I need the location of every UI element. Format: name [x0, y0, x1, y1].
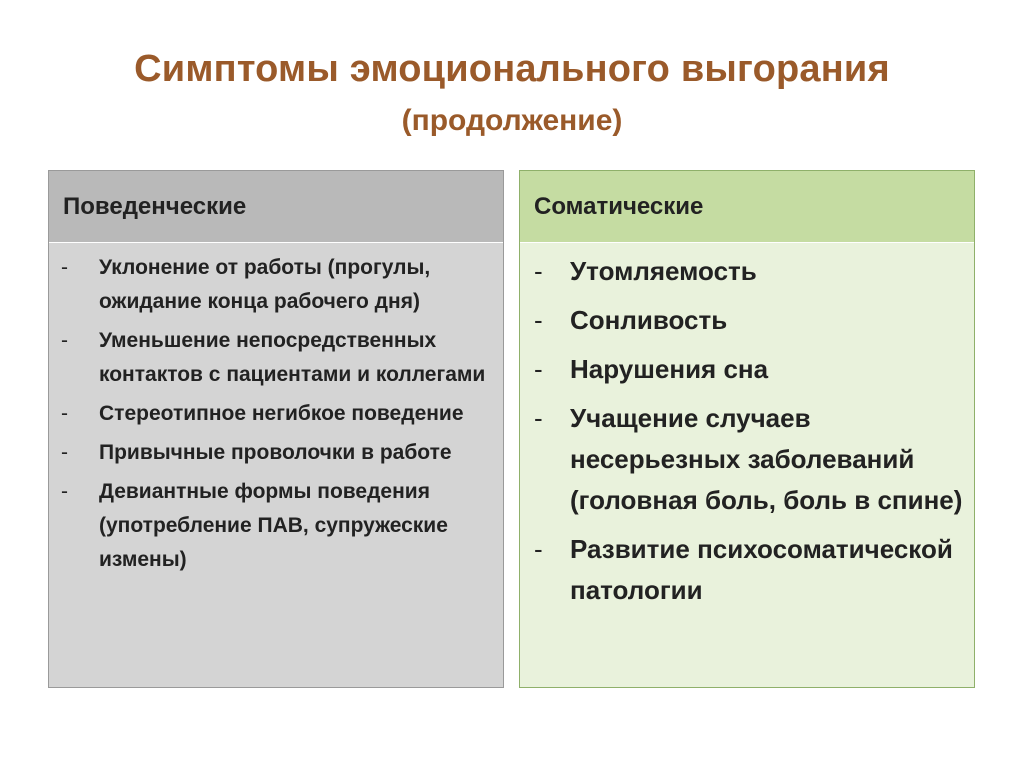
bullet-dash: -: [534, 256, 543, 286]
behavioral-column: [48, 170, 504, 688]
list-item-text: Развитие психосоматической патологии: [570, 534, 953, 605]
slide-title: Симптомы эмоционального выгорания: [134, 48, 890, 90]
list-item-text: Уменьшение непосредственных контактов с пациентами и коллегами: [99, 329, 486, 386]
list-item: [49, 475, 503, 577]
bullet-dash: -: [61, 480, 68, 503]
behavioral-header: Поведенческие: [49, 171, 503, 243]
bullet-dash: -: [534, 403, 543, 433]
list-item: [49, 397, 503, 431]
list-item-text: Сонливость: [570, 305, 728, 335]
bullet-dash: -: [61, 329, 68, 352]
bullet-dash: -: [61, 441, 68, 464]
somatic-header: Соматические: [520, 171, 974, 243]
list-item-text: Учащение случаев несерьезных заболеваний (головная боль, боль в спине): [570, 403, 963, 515]
somatic-list: [520, 251, 974, 619]
list-item: [49, 251, 503, 319]
list-item-text: Утомляемость: [570, 256, 757, 286]
list-item: [520, 349, 974, 390]
list-item: [49, 436, 503, 470]
behavioral-list: [49, 251, 503, 582]
bullet-dash: -: [534, 534, 543, 564]
bullet-dash: -: [534, 305, 543, 335]
list-item: [520, 398, 974, 521]
list-item: [49, 324, 503, 392]
list-item-text: Нарушения сна: [570, 354, 769, 384]
list-item: [520, 251, 974, 292]
list-item: [520, 529, 974, 611]
list-item-text: Девиантные формы поведения (употребление ПАВ, супружеские измены): [99, 480, 448, 571]
bullet-dash: -: [61, 256, 68, 279]
bullet-dash: -: [534, 354, 543, 384]
slide-subtitle: (продолжение): [401, 104, 623, 137]
somatic-column: [519, 170, 975, 688]
bullet-dash: -: [61, 402, 68, 425]
list-item: [520, 300, 974, 341]
list-item-text: Стереотипное негибкое поведение: [99, 402, 464, 425]
list-item-text: Привычные проволочки в работе: [99, 441, 452, 464]
list-item-text: Уклонение от работы (прогулы, ожидание конца рабочего дня): [99, 256, 431, 313]
